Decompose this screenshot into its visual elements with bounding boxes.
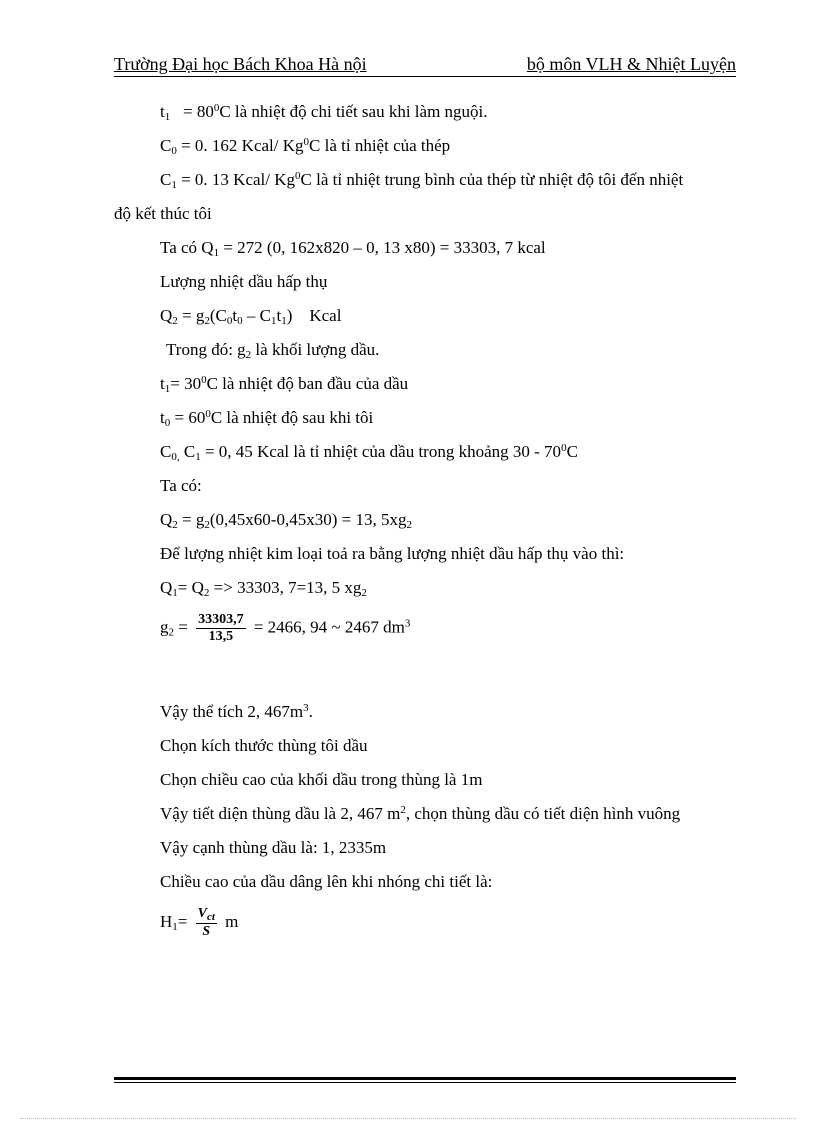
formula-line: $Q_2 = g_2(0,45x60-0,45x30) = 13$, $5xg_2$ — [160, 510, 412, 531]
fraction-numerator: $V_{ct}$ — [197, 906, 215, 923]
formula-line: $H_1=$ $\frac{V_{ct}}{S}$ m — [160, 906, 239, 939]
text-line: Để lượng nhiệt kim loại toả ra bằng lượng nhiệt dầu hấp thụ vào thì: — [160, 544, 625, 563]
formula-line: $g_2$ = $\frac{33303,7}{13,5}$ = 2466, 94 ~ 2467 $dm^3$ — [160, 612, 411, 644]
text-line: Chiều cao của dầu dâng lên khi nhóng chi tiết là: — [160, 872, 493, 891]
text-line: Lượng nhiệt dầu hấp thụ — [160, 272, 328, 291]
text-line: Chọn chiều cao của khối dầu trong thùng là 1m — [160, 770, 483, 789]
page-header — [114, 52, 736, 77]
page-edge — [20, 1118, 796, 1119]
text-line: Vậy cạnh thùng dầu là: 1, 2335m — [160, 838, 387, 857]
text-line: Ta có: — [160, 476, 202, 495]
header-department: bộ môn VLH & Nhiệt Luyện — [526, 54, 736, 74]
text-line: Vậy tiết diện thùng dầu là 2, 467 $m^2$, chọn thùng dầu có tiết diện hình vuông — [160, 804, 681, 823]
text-line: $t_0 = 60^0C$ là nhiệt độ sau khi tôi — [160, 408, 374, 429]
formula-line: $Q_2 = g_2(C_0t_0 - C_1t_1)$ Kcal — [160, 306, 342, 327]
text-line: $C_1 = 0$. 13 Kcal/ Kg$^0$C là tỉ nhiệt trung bình của thép từ nhiệt độ tôi đến nhiệt — [160, 170, 684, 191]
header-university: Trường Đại học Bách Khoa Hà nội — [114, 54, 367, 74]
text-line: Ta có $Q_1 = 272$ (0, 162x820 – 0, 13 x80) = 33303, 7 kcal — [160, 238, 546, 259]
formula-line: $Q_1= Q_2 => 33303$, 7=13, 5 $xg_2$ — [160, 578, 367, 599]
fraction — [196, 612, 246, 645]
fraction-denominator: 13,5 — [208, 629, 234, 644]
fraction — [196, 906, 217, 940]
text-line: $t_1$ = $80^0C$ là nhiệt độ chi tiết sau khi làm nguội. — [160, 102, 488, 123]
fraction-denominator: S — [202, 924, 211, 939]
text-line: $C_{0,}$ $C_1 = 0$, 45 Kcal là tỉ nhiệt của dầu trong khoảng $30 - 70^0C$ — [160, 442, 578, 463]
text-line: Vậy thể tích 2, $467m^3$. — [160, 702, 313, 721]
fraction-numerator: 33303,7 — [198, 612, 244, 627]
text-line: Trong đó: $g_2$ là khối lượng dầu. — [166, 340, 380, 361]
footer-rule — [114, 1077, 736, 1083]
text-line: Chọn kích thước thùng tôi dầu — [160, 736, 368, 755]
text-line: độ kết thúc tôi — [114, 204, 212, 223]
text-line: $C_0 = 0$. 162 Kcal/ Kg$^0$C là tỉ nhiệt của thép — [160, 136, 451, 157]
text-line: $t_1= 30^0C$ là nhiệt độ ban đầu của dầu — [160, 374, 409, 395]
